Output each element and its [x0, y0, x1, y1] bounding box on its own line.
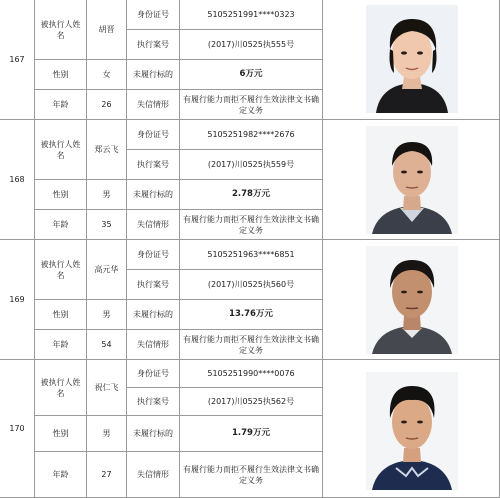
age-label: 年龄 — [35, 90, 87, 120]
record-169 — [0, 240, 500, 360]
gender-label: 性别 — [35, 60, 87, 90]
amount-value: 6万元 — [180, 60, 323, 90]
portrait-svg — [366, 5, 458, 113]
situation-label: 失信情形 — [127, 90, 180, 120]
case-label: 执行案号 — [127, 388, 180, 416]
situation-value: 有履行能力而拒不履行生效法律文书确定义务 — [180, 210, 323, 240]
female-portrait-icon — [366, 5, 458, 113]
male-portrait-icon — [366, 126, 458, 234]
case-value: (2017)川0525执560号 — [180, 270, 323, 300]
gender-label: 性别 — [35, 180, 87, 210]
amount-value: 1.79万元 — [180, 416, 323, 452]
name-label: 被执行人姓名 — [35, 120, 87, 180]
age-value: 54 — [87, 330, 127, 360]
case-value: (2017)川0525执555号 — [180, 30, 323, 60]
photo-cell — [323, 0, 500, 120]
portrait-svg — [366, 126, 458, 234]
id-value: 5105251963****6851 — [180, 240, 323, 270]
record-170 — [0, 360, 500, 498]
name-value: 郑云飞 — [87, 120, 127, 180]
name-label: 被执行人姓名 — [35, 360, 87, 416]
record-167 — [0, 0, 500, 120]
record-index: 169 — [0, 240, 35, 360]
portrait-svg — [366, 372, 458, 490]
case-label: 执行案号 — [127, 150, 180, 180]
name-value: 祝仁飞 — [87, 360, 127, 416]
amount-label: 未履行标的 — [127, 180, 180, 210]
situation-label: 失信情形 — [127, 452, 180, 498]
amount-label: 未履行标的 — [127, 300, 180, 330]
photo-cell — [323, 120, 500, 240]
name-label: 被执行人姓名 — [35, 240, 87, 300]
age-label: 年龄 — [35, 210, 87, 240]
record-index: 168 — [0, 120, 35, 240]
id-value: 5105251991****0323 — [180, 0, 323, 30]
id-value: 5105251982****2676 — [180, 120, 323, 150]
situation-value: 有履行能力而拒不履行生效法律文书确定义务 — [180, 452, 323, 498]
case-value: (2017)川0525执562号 — [180, 388, 323, 416]
amount-label: 未履行标的 — [127, 60, 180, 90]
photo-cell — [323, 240, 500, 360]
case-value: (2017)川0525执559号 — [180, 150, 323, 180]
id-label: 身份证号 — [127, 240, 180, 270]
gender-value: 男 — [87, 416, 127, 452]
age-value: 26 — [87, 90, 127, 120]
photo-cell — [323, 360, 500, 498]
age-label: 年龄 — [35, 330, 87, 360]
age-value: 27 — [87, 452, 127, 498]
situation-value: 有履行能力而拒不履行生效法律文书确定义务 — [180, 90, 323, 120]
age-label: 年龄 — [35, 452, 87, 498]
gender-label: 性别 — [35, 300, 87, 330]
record-168 — [0, 120, 500, 240]
age-value: 35 — [87, 210, 127, 240]
amount-label: 未履行标的 — [127, 416, 180, 452]
gender-value: 女 — [87, 60, 127, 90]
amount-value: 2.78万元 — [180, 180, 323, 210]
case-label: 执行案号 — [127, 30, 180, 60]
male-portrait-icon — [366, 246, 458, 354]
male-portrait-icon — [366, 372, 458, 490]
id-label: 身份证号 — [127, 360, 180, 388]
name-value: 高元华 — [87, 240, 127, 300]
gender-value: 男 — [87, 180, 127, 210]
id-label: 身份证号 — [127, 0, 180, 30]
record-index: 167 — [0, 0, 35, 120]
id-value: 5105251990****0076 — [180, 360, 323, 388]
portrait-svg — [366, 246, 458, 354]
name-value: 胡晋 — [87, 0, 127, 60]
situation-label: 失信情形 — [127, 330, 180, 360]
amount-value: 13.76万元 — [180, 300, 323, 330]
case-label: 执行案号 — [127, 270, 180, 300]
situation-value: 有履行能力而拒不履行生效法律文书确定义务 — [180, 330, 323, 360]
gender-value: 男 — [87, 300, 127, 330]
situation-label: 失信情形 — [127, 210, 180, 240]
name-label: 被执行人姓名 — [35, 0, 87, 60]
id-label: 身份证号 — [127, 120, 180, 150]
record-index: 170 — [0, 360, 35, 498]
gender-label: 性别 — [35, 416, 87, 452]
